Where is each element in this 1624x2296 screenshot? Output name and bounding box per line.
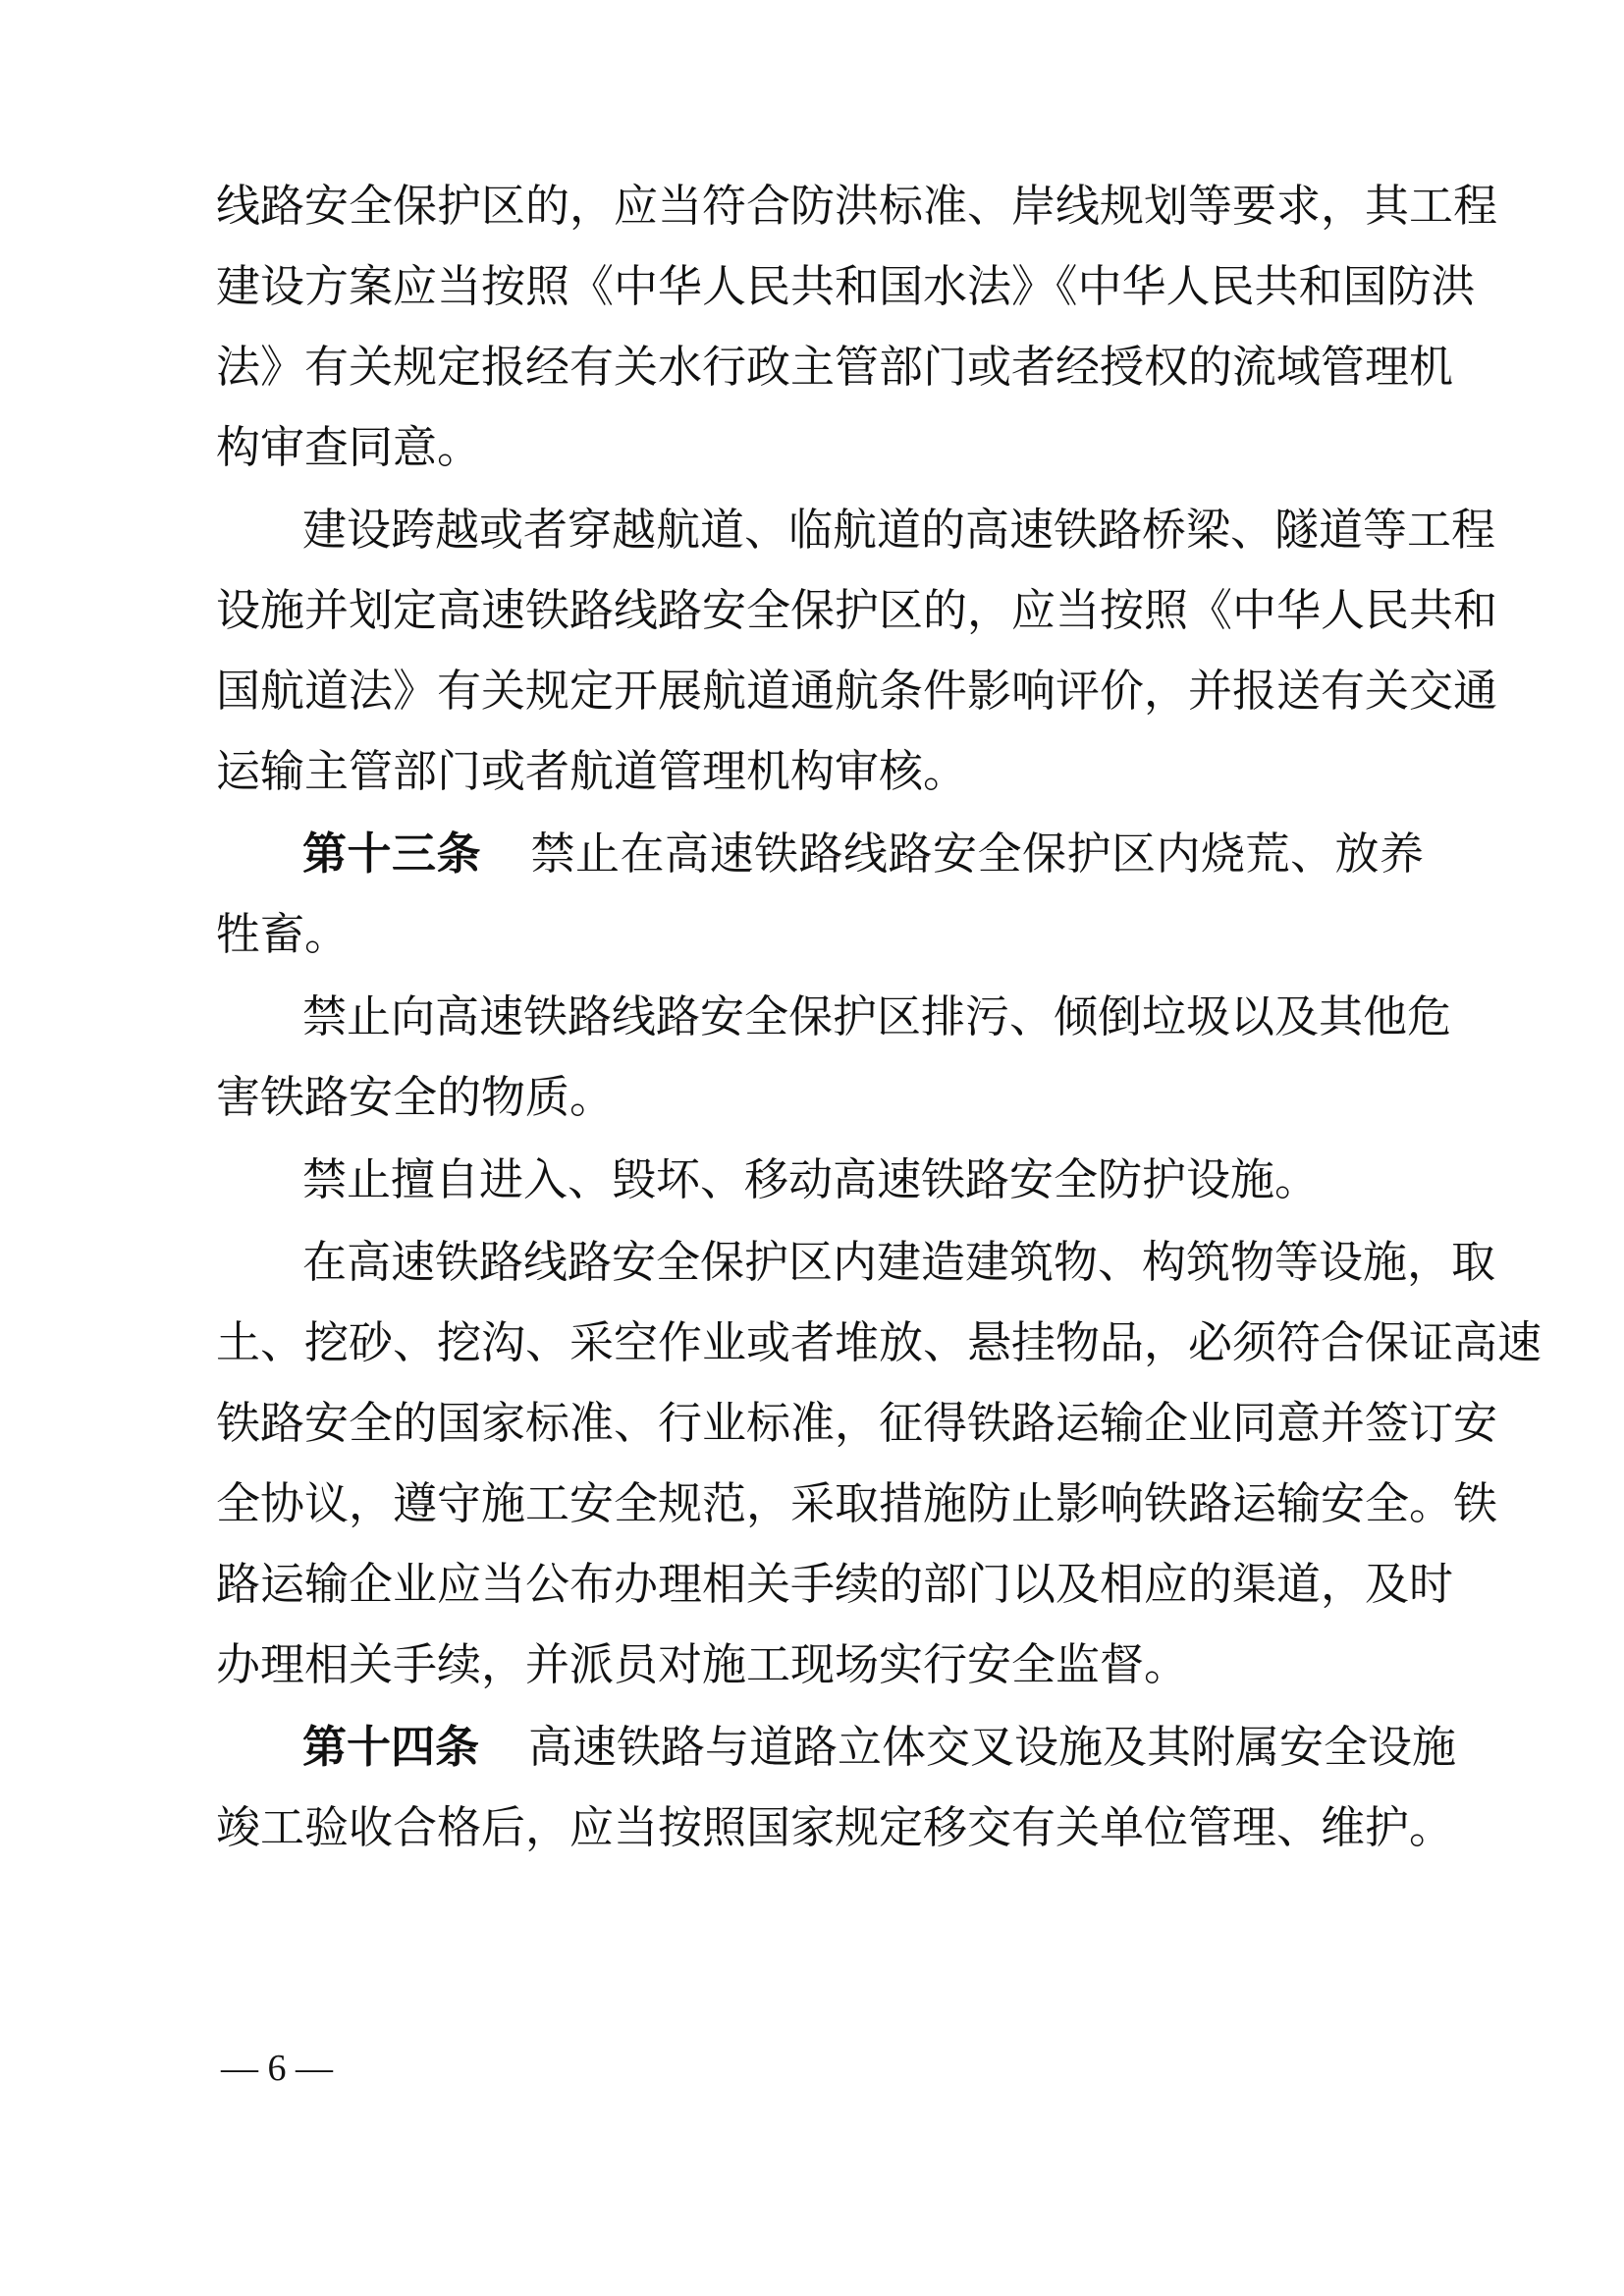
paragraph-line: 铁路安全的国家标准、行业标准，征得铁路运输企业同意并签订安	[216, 1397, 1498, 1449]
article-14-text: 高速铁路与道路立体交叉设施及其附属安全设施	[528, 1721, 1457, 1773]
paragraph-line: 国航道法》有关规定开展航道通航条件影响评价，并报送有关交通	[216, 665, 1498, 717]
article-14-line	[302, 1718, 1457, 1777]
paragraph-line: 土、挖砂、挖沟、采空作业或者堆放、悬挂物品，必须符合保证高速	[216, 1316, 1543, 1368]
paragraph-line: 法》有关规定报经有关水行政主管部门或者经授权的流域管理机	[216, 341, 1454, 393]
article-13-line	[302, 825, 1424, 883]
paragraph-line: 害铁路安全的物质。	[216, 1071, 615, 1123]
article-13-text: 禁止在高速铁路线路安全保护区内烧荒、放养	[530, 828, 1424, 880]
paragraph-line: 设施并划定高速铁路线路安全保护区的，应当按照《中华人民共和	[216, 584, 1498, 636]
article-13-heading: 第十三条	[302, 828, 481, 880]
paragraph-line: 建设方案应当按照《中华人民共和国水法》《中华人民共和国防洪	[216, 260, 1476, 312]
paragraph-line: 牲畜。	[216, 908, 350, 960]
paragraph-line: 禁止向高速铁路线路安全保护区排污、倾倒垃圾以及其他危	[302, 990, 1452, 1042]
paragraph-line: 线路安全保护区的，应当符合防洪标准、岸线规划等要求，其工程	[216, 180, 1498, 232]
paragraph-line: 构审查同意。	[216, 421, 482, 473]
paragraph-line: 建设跨越或者穿越航道、临航道的高速铁路桥梁、隧道等工程	[302, 504, 1496, 556]
paragraph-line: 办理相关手续，并派员对施工现场实行安全监督。	[216, 1638, 1189, 1690]
paragraph-line: 在高速铁路线路安全保护区内建造建筑物、构筑物等设施，取	[302, 1236, 1496, 1288]
paragraph-line: 运输主管部门或者航道管理机构审核。	[216, 745, 968, 797]
page-number: — 6 —	[221, 2048, 333, 2089]
article-14-heading: 第十四条	[302, 1721, 480, 1773]
paragraph-line: 全协议，遵守施工安全规范，采取措施防止影响铁路运输安全。铁	[216, 1477, 1498, 1529]
paragraph-line: 路运输企业应当公布办理相关手续的部门以及相应的渠道，及时	[216, 1558, 1454, 1610]
paragraph-line: 竣工验收合格后，应当按照国家规定移交有关单位管理、维护。	[216, 1801, 1454, 1853]
paragraph-line: 禁止擅自进入、毁坏、移动高速铁路安全防护设施。	[302, 1153, 1320, 1205]
